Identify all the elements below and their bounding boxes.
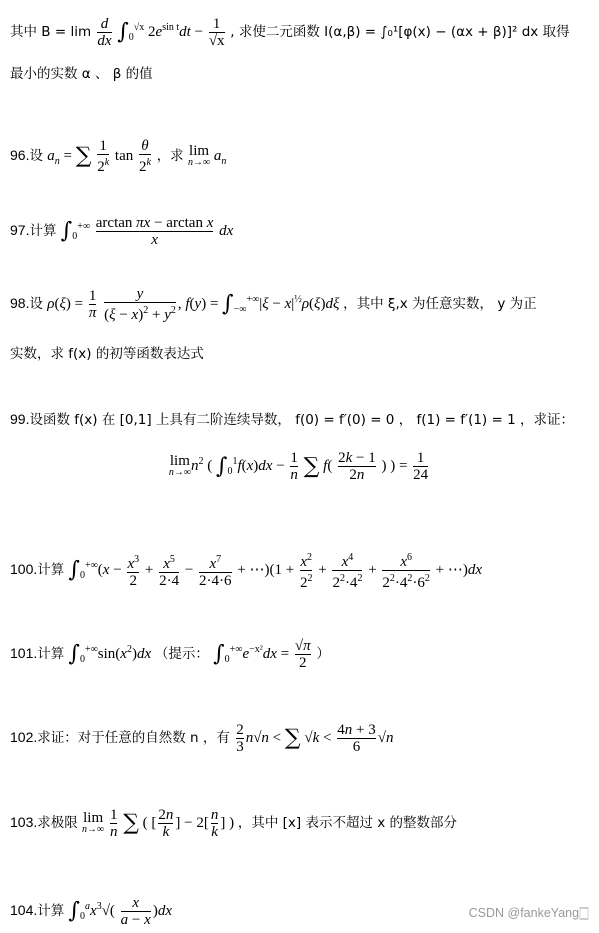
problem-103	[10, 807, 457, 840]
problem-number: 101.	[10, 644, 38, 661]
p100-pre: 计算	[37, 561, 65, 578]
l1-formula: $\frac{d}{dx}$ $\int_0^{√x}$ $2e^{sin t}dt$ − $\frac{1}{√x}$	[97, 16, 225, 49]
p98-formula: ρ(ξ) = $\frac{1}{\pi}$ $\frac{y}{(\xi - x)^2 + y^2}$ , $f(y) = \int_{-\infty}^{+\infty}|\xi - x|^{\frac{1}{2}}\rho(\xi)d\xi$	[47, 286, 340, 323]
problem-number: 99.	[10, 411, 30, 427]
p96-pre: 设	[29, 147, 43, 164]
problem-99-formula: lim n→∞ $n^2$ ( $\int_0^1f(x)dx$ − $\frac{1}{n}$ ∑ f( $\frac{2k - 1}{2n}$ ) ) = $\frac{1}{24}$	[168, 450, 429, 483]
problem-number: 98.	[10, 294, 30, 311]
problem-104	[10, 895, 172, 928]
p103-rest: ，其中 [x] 表示不超过 x 的整数部分	[237, 814, 458, 831]
p101-formula: $\int_0^{+\infty}\sin(x^2)dx$	[68, 641, 152, 667]
p97-formula: $\int_0^{+\infty}$ $\frac{\text{arctan πx − arctan x}}{x}$ dx	[60, 215, 234, 248]
problem-98-line2	[10, 345, 204, 363]
l1-lead: 其中 B = lim	[10, 23, 92, 40]
p101-hint-end: ）	[316, 645, 330, 662]
l2-text: 最小的实数 α 、 β 的值	[10, 66, 153, 82]
p97-pre: 计算	[29, 222, 57, 239]
p100-formula: $\int_0^{+\infty}(x$ − $\frac{x^3}{2}$ + $\frac{x^5}{2\cdot 4}$ − $\frac{x^7}{2\cdot 4\cdot 6}$ + ⋯)(1 + $\frac{x^2}{2^2}$ + $\frac{x^4}{2^2\cdot 4^2}$ + $\frac{x^6}{2^2\cdot 4^2\cdot 6^2}$ + ⋯)dx	[68, 552, 483, 591]
p102-formula: $\frac{2}{3}$ n√n < ∑ √k < $\frac{4n + 3}{6}$ √n	[236, 722, 394, 755]
p103-pre: 求极限	[37, 814, 78, 831]
problem-number: 96.	[10, 146, 30, 163]
p103-formula: lim n→∞ $\frac{1}{n}$ ∑ ( [ $\frac{2n}{k}$ ] − 2[ $\frac{n}{k}$ ] )	[82, 807, 238, 840]
p101-hint-formula: $\int_0^{+\infty}e^{-x^2}dx$ = $\frac{√\pi}{2}$	[213, 638, 311, 671]
p96-limit: lim n→∞ $a_n$	[187, 142, 227, 168]
problem-96	[10, 138, 226, 175]
problem-95-line2	[10, 65, 153, 83]
p101-hint: （提示：	[154, 645, 209, 662]
problem-number: 102.	[10, 728, 38, 745]
watermark: CSDN @fankeYang🀆	[468, 906, 589, 920]
p98-l2: 实数，求 f(x) 的初等函数表达式	[10, 346, 204, 362]
problem-95-line1	[10, 16, 570, 49]
l1-rest: , 求使二元函数 I(α,β) = ∫₀¹[φ(x) − (αx + β)]² dx 取得	[230, 23, 570, 40]
p102-pre: 求证：对于任意的自然数 n ，有	[37, 729, 230, 746]
problem-100	[10, 550, 482, 591]
p96-formula: $a_n$ = ∑ $\frac{1}{2^k}$ tan $\frac{\theta}{2^k}$	[47, 138, 151, 175]
problem-number: 104.	[10, 901, 38, 918]
p104-formula: $\int_0^ax^3√$( $\frac{x}{a - x}$ )dx	[68, 895, 172, 928]
p98-pre: 设	[29, 295, 43, 312]
problem-101	[10, 638, 330, 671]
p98-rest: ，其中 ξ,x 为任意实数， y 为正	[343, 295, 537, 312]
p99-text: 设函数 f(x) 在 [0,1] 上具有二阶连续导数， f(0) = f′(0) = 0 ， f(1) = f′(1) = 1 ，求证：	[29, 412, 574, 428]
p101-pre: 计算	[37, 645, 65, 662]
problem-number: 103.	[10, 813, 38, 830]
p104-pre: 计算	[37, 902, 65, 919]
problem-number: 100.	[10, 560, 38, 577]
problem-98	[10, 286, 537, 323]
problem-number: 97.	[10, 221, 30, 238]
problem-102	[10, 722, 393, 755]
problem-99	[10, 410, 574, 429]
p96-rest: ，求	[156, 147, 184, 164]
problem-97	[10, 215, 233, 248]
